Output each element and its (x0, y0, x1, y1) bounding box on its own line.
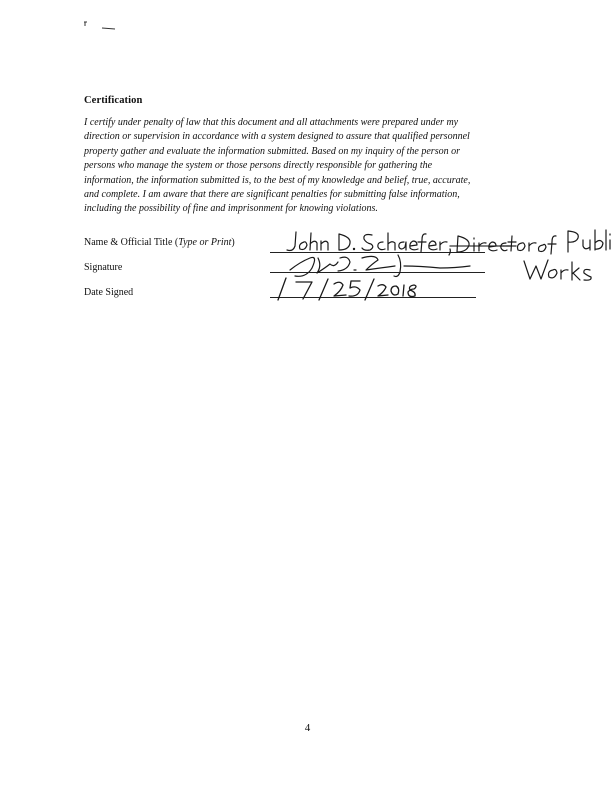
name-label-type-or-print: Type or Print (178, 237, 232, 248)
handwritten-works (524, 260, 591, 280)
name-label-prefix: Name & Official Title ( (84, 237, 179, 248)
certification-line: information, the information submitted is, to the best of my knowledge and belief, true, accurate, (84, 174, 471, 186)
certification-line: direction or supervision in accordance with a system designed to assure that qualified personnel (84, 131, 470, 143)
name-label-suffix: ) (231, 237, 235, 248)
date-signed-label: Date Signed (84, 287, 134, 298)
signature-image (290, 255, 470, 277)
certification-line: persons who manage the system or those persons directly responsible for gathering the (84, 160, 433, 172)
signature-label: Signature (84, 262, 123, 273)
certification-line: and complete. I am aware that there are significant penalties for submitting false information, (84, 189, 460, 201)
handwritten-name-title (287, 230, 610, 255)
certification-heading: Certification (84, 95, 143, 106)
certification-line: property gather and evaluate the information submitted. Based on my inquiry of the person or (84, 145, 460, 157)
certification-line: including the possibility of fine and imprisonment for knowing violations. (84, 203, 378, 215)
certification-line: I certify under penalty of law that this document and all attachments were prepared under my (84, 117, 459, 128)
page-number: 4 (304, 722, 311, 734)
handwritten-date (278, 278, 416, 300)
